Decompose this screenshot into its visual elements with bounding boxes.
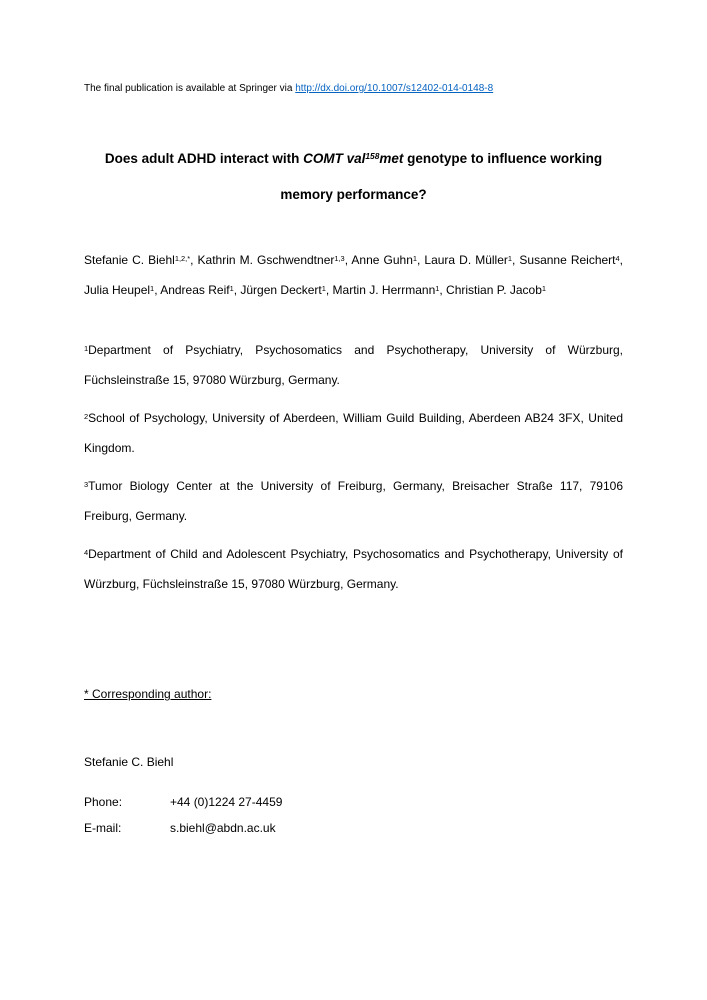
affiliation-superscript: 1 <box>84 343 89 353</box>
affiliation <box>84 335 623 395</box>
affiliation-superscript: 2 <box>84 411 89 421</box>
affiliation <box>84 403 623 463</box>
phone-label: Phone: <box>84 795 123 809</box>
author-list: Stefanie C. Biehl$^{1,2,*}$, Kathrin M. Gschwendtner$^{1,3}$, Anne Guhn$^1$, Laura D. Müller$^1$, Susanne Reichert$^4$, Julia Heupel$^1$, Andreas Reif$^1$, Jürgen Deckert$^1$, Martin J. Herrmann$^1$, Christian P. Jacob$^1$ <box>84 253 623 297</box>
corresponding-author-label: * Corresponding author: <box>84 687 212 701</box>
affiliation-superscript: 3 <box>84 479 89 489</box>
corresponding-author-name: Stefanie C. Biehl <box>84 755 174 769</box>
affiliation-text: Department of Child and Adolescent Psychiatry, Psychosomatics and Psychotherapy, University of Würzburg, Füchsleinstraße 15, 97080 Würzburg, Germany. <box>84 547 623 591</box>
affiliation <box>84 539 623 599</box>
affiliation-text: Department of Psychiatry, Psychosomatics and Psychotherapy, University of Würzburg, Füchsleinstraße 15, 97080 Würzburg, Germany. <box>84 343 623 387</box>
email-row <box>84 815 623 841</box>
publisher-note-text: The final publication is available at Springer via <box>84 83 296 94</box>
publisher-note <box>84 82 623 95</box>
doi-link[interactable]: http://dx.doi.org/10.1007/s12402-014-0148-8 <box>295 83 494 94</box>
phone-value: +44 (0)1224 27-4459 <box>170 795 283 809</box>
affiliation-text: School of Psychology, University of Aberdeen, William Guild Building, Aberdeen AB24 3FX, United Kingdom. <box>84 411 623 455</box>
affiliations <box>84 335 623 599</box>
contact-block <box>84 789 623 841</box>
affiliation-text: Tumor Biology Center at the University of Freiburg, Germany, Breisacher Straße 117, 79106 Freiburg, Germany. <box>84 479 623 523</box>
affiliation-superscript: 4 <box>84 547 89 557</box>
corresponding-author-heading <box>84 679 623 709</box>
affiliation <box>84 471 623 531</box>
paper-title: Does adult ADHD interact with COMT val$^{158}$met genotype to influence working memory performance? <box>104 151 603 202</box>
phone-row <box>84 789 623 815</box>
email-value: s.biehl@abdn.ac.uk <box>170 821 276 835</box>
email-label: E-mail: <box>84 821 122 835</box>
